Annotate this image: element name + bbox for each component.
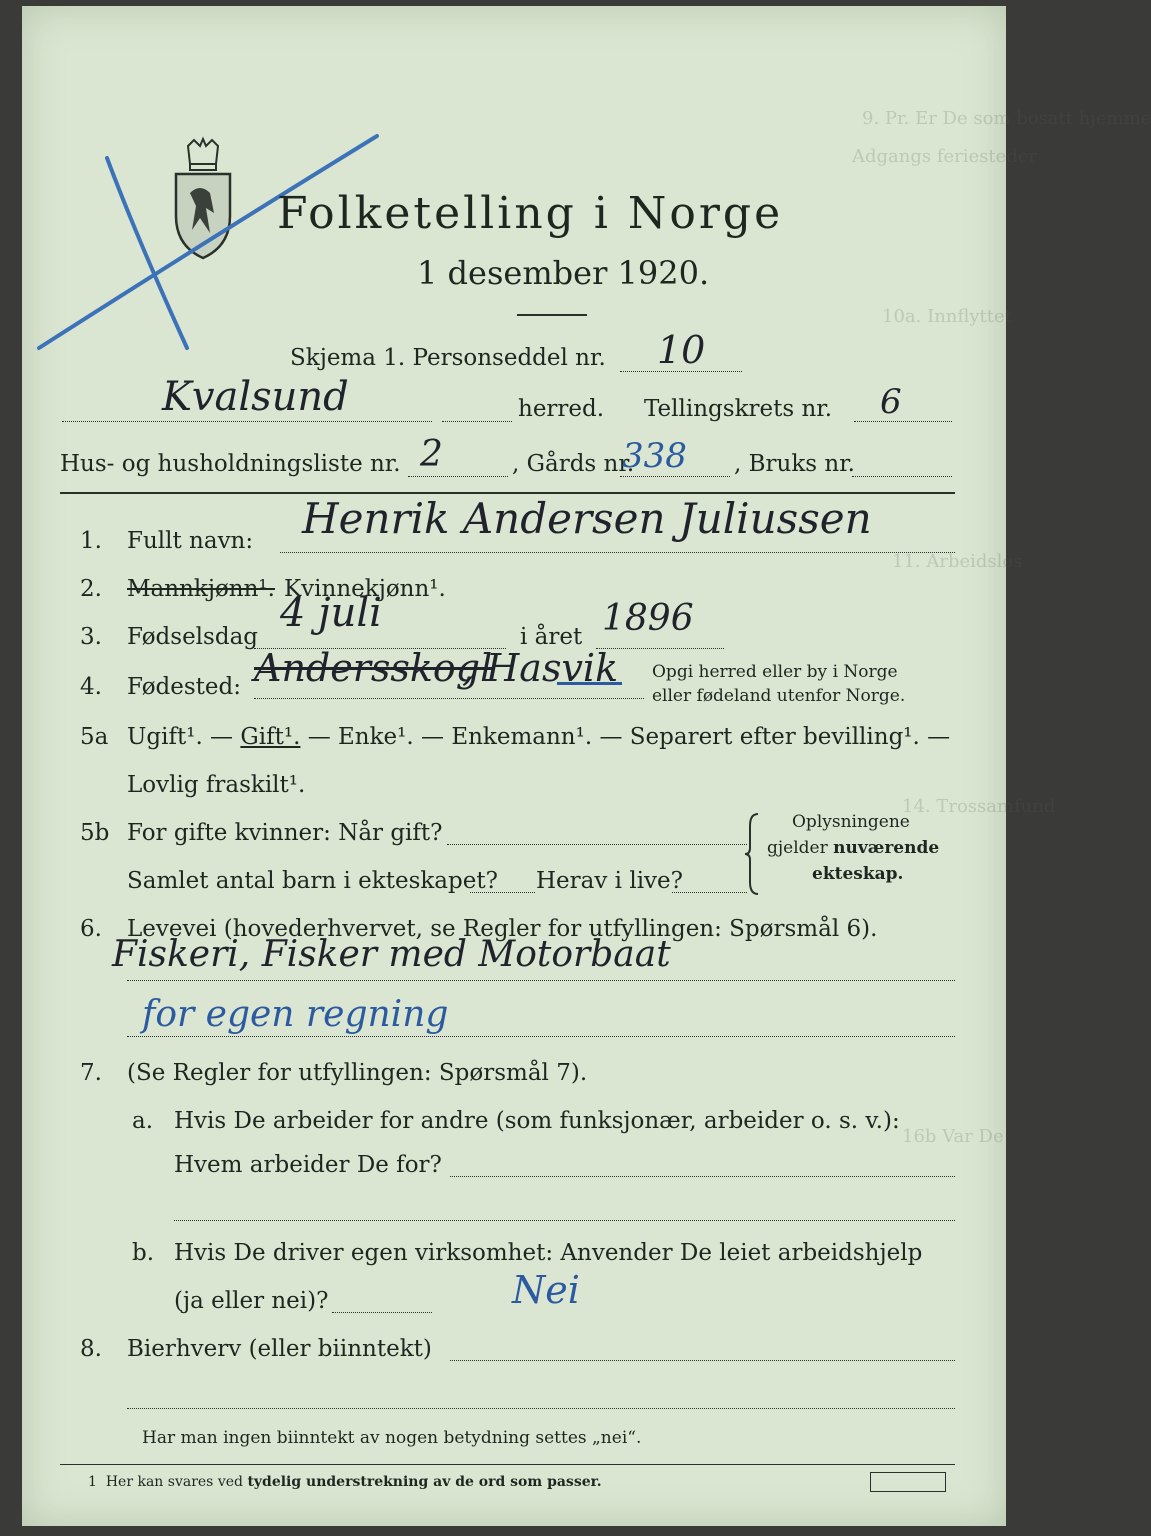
- bleed-through-text: 10a. Innflyttet: [882, 306, 1012, 327]
- q7b-letter: b.: [132, 1240, 155, 1266]
- bruks-field[interactable]: [852, 476, 952, 477]
- municipality-value: Kvalsund: [162, 374, 349, 420]
- q7a-letter: a.: [132, 1108, 154, 1134]
- q2-female-option: Kvinnekjønn¹.: [284, 576, 446, 602]
- brace-icon: [744, 812, 764, 896]
- birthday-value: 4 juli: [280, 590, 382, 636]
- bruks-label: , Bruks nr.: [734, 451, 855, 477]
- q2-number: 2.: [80, 576, 102, 602]
- q8-label: Bierhverv (eller biinntekt): [127, 1336, 432, 1362]
- bleed-through-text: 14. Trossamfund: [902, 796, 1056, 817]
- occupation-field-1[interactable]: [127, 980, 955, 981]
- household-field[interactable]: [408, 476, 508, 477]
- bleed-through-text: 11. Arbeidsløs: [892, 551, 1023, 572]
- q4-note-1: Opgi herred eller by i Norge: [652, 662, 898, 682]
- bleed-through-text: 9. Pr. Er De som bosatt hjemme: [862, 108, 1151, 129]
- q1-label: Fullt navn:: [127, 528, 254, 554]
- district-field[interactable]: [854, 421, 952, 422]
- full-name-field[interactable]: [280, 552, 955, 553]
- district-label: Tellingskrets nr.: [644, 396, 833, 422]
- municipality-field-ext: [442, 421, 512, 422]
- q3-number: 3.: [80, 624, 102, 650]
- birthplace-value: , Hasvik: [462, 646, 619, 690]
- q6-number: 6.: [80, 916, 102, 942]
- q3-year-label: i året: [520, 624, 583, 650]
- blue-cross-mark-icon: [27, 118, 387, 368]
- q3-label: Fødselsdag: [127, 624, 259, 650]
- q8-number: 8.: [80, 1336, 102, 1362]
- q5a-options: [127, 724, 950, 750]
- footnote-rule: [60, 1464, 955, 1465]
- q5b-note-1: Oplysningene: [792, 812, 910, 832]
- occupation-field-2[interactable]: [127, 1036, 955, 1037]
- form-title: Folketelling i Norge: [277, 188, 784, 239]
- q8-note: Har man ingen biinntekt av nogen betydning settes „nei“.: [142, 1428, 642, 1448]
- q4-note-2: eller fødeland utenfor Norge.: [652, 686, 906, 706]
- gaards-label: , Gårds nr.: [512, 451, 635, 477]
- q6-label: Levevei (hovederhvervet, se Regler for utfyllingen: Spørsmål 6).: [127, 916, 878, 942]
- municipality-field[interactable]: [62, 421, 432, 422]
- birthplace-underline: [557, 682, 622, 685]
- gaards-value: 338: [622, 436, 687, 476]
- q7a-label: Hvis De arbeider for andre (som funksjonær, arbeider o. s. v.):: [174, 1108, 900, 1134]
- gaards-field[interactable]: [620, 476, 730, 477]
- q4-label: Fødested:: [127, 674, 242, 700]
- birthplace-struck-value: Andersskogl: [254, 646, 493, 690]
- q5a-rest: — Enke¹. — Enkemann¹. — Separert efter bevilling¹. —: [307, 724, 951, 750]
- form-date: 1 desember 1920.: [417, 254, 710, 292]
- household-label: Hus- og husholdningsliste nr.: [60, 451, 401, 477]
- q7-label: (Se Regler for utfyllingen: Spørsmål 7).: [127, 1060, 588, 1086]
- q7b-yesno-label: (ja eller nei)?: [174, 1288, 329, 1314]
- side-income-field-2[interactable]: [127, 1408, 955, 1409]
- alive-field[interactable]: [672, 892, 747, 893]
- married-date-field[interactable]: [447, 844, 747, 845]
- q5b-alive-label: Herav i live?: [536, 868, 683, 894]
- employer-field[interactable]: [450, 1176, 955, 1177]
- help-field[interactable]: [332, 1312, 432, 1313]
- household-value: 2: [420, 434, 443, 475]
- herred-label: herred.: [518, 396, 605, 422]
- schema-label: Skjema 1. Personseddel nr.: [290, 345, 606, 371]
- title-divider: [517, 314, 587, 316]
- q5a-ugift: Ugift¹. —: [127, 724, 234, 750]
- birth-year-value: 1896: [602, 598, 694, 639]
- q7a-employer-label: Hvem arbeider De for?: [174, 1152, 442, 1178]
- occupation-value-2: for egen regning: [142, 994, 449, 1035]
- footnote: 1 Her kan svares ved tydelig understrekning av de ord som passer.: [88, 1474, 602, 1490]
- q7-number: 7.: [80, 1060, 102, 1086]
- personseddel-value: 10: [657, 328, 706, 372]
- occupation-value-1: Fiskeri, Fisker med Motorbaat: [112, 934, 671, 975]
- full-name-value: Henrik Andersen Juliussen: [302, 494, 872, 543]
- birthplace-field[interactable]: [254, 698, 644, 699]
- q4-number: 4.: [80, 674, 102, 700]
- q5a-number: 5a: [80, 724, 109, 750]
- district-value: 6: [880, 382, 902, 422]
- q5b-note-2: gjelder nuværende: [767, 838, 940, 858]
- q5b-children-label: Samlet antal barn i ekteskapet?: [127, 868, 498, 894]
- q5a-gift: Gift¹.: [240, 724, 301, 750]
- q1-number: 1.: [80, 528, 102, 554]
- q5b-married-label: For gifte kvinner: Når gift?: [127, 820, 443, 846]
- census-form-sheet: [22, 6, 1151, 1526]
- bleed-through-text: 16b Var De: [902, 1126, 1004, 1147]
- q5b-note-3: ekteskap.: [812, 864, 904, 884]
- children-field[interactable]: [470, 892, 535, 893]
- help-value: Nei: [512, 1268, 580, 1312]
- q2-male-option: Mannkjønn¹.: [127, 576, 275, 602]
- side-income-field[interactable]: [450, 1360, 955, 1361]
- q7b-label: Hvis De driver egen virksomhet: Anvender De leiet arbeidshjelp: [174, 1240, 923, 1266]
- printer-stamp: [870, 1472, 946, 1492]
- q5a-divorced: Lovlig fraskilt¹.: [127, 772, 306, 798]
- q5b-number: 5b: [80, 820, 110, 846]
- employer-field-2[interactable]: [174, 1220, 955, 1221]
- bleed-through-text: Adgangs feriesteder: [852, 146, 1038, 167]
